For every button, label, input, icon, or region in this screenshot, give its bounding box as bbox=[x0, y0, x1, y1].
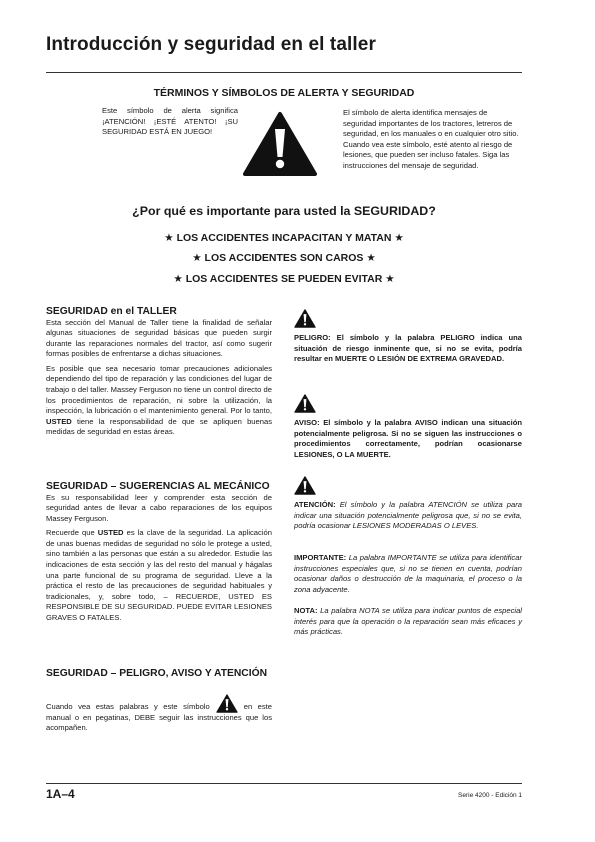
paragraph: Cuando vea estas palabras y este símbolo en este manual o en pegatinas, DEBE seguir las instrucciones que los acompañen. bbox=[46, 694, 272, 734]
paragraph: Es posible que sea necesario tomar precauciones adicionales dependiendo del tipo de reparación y las condiciones del lugar de trabajo o del taller. Massey Ferguson no tiene un control directo de los procedimientos de reparación, ni sobre la utilización, la inspección, la lubricación o el mantenimiento general. Por lo tanto, USTED tiene la responsabilidad de que se apliquen buenas medidas de seguridad en estas áreas. bbox=[46, 363, 272, 437]
caution-paragraph: ATENCIÓN: El símbolo y la palabra ATENCIÓN se utiliza para indicar una situación potencialmente peligrosa que, si no se evita, podría ocasionar LESIONES MODERADAS O LEVES. bbox=[294, 500, 522, 531]
warning-triangle-icon bbox=[294, 393, 316, 414]
important-paragraph: IMPORTANTE: La palabra IMPORTANTE se utiliza para identificar instrucciones especiales que, si no se tienen en cuenta, podrían ocasionar daños o destrucción de la maquinaria, el proceso o la zona adyacente. bbox=[294, 553, 522, 594]
series-edition: Serie 4200 - Edición 1 bbox=[458, 792, 522, 799]
section-title: SEGURIDAD – PELIGRO, AVISO Y ATENCIÓN bbox=[46, 668, 268, 679]
warning-triangle-icon bbox=[242, 111, 318, 177]
why-safety-heading: ¿Por qué es importante para usted la SEGURIDAD? bbox=[132, 204, 436, 218]
section-title: SEGURIDAD – SUGERENCIAS AL MECÁNICO bbox=[46, 481, 270, 492]
section-title: SEGURIDAD en el TALLER bbox=[46, 306, 177, 317]
title-rule bbox=[46, 72, 522, 73]
danger-paragraph: PELIGRO: El símbolo y la palabra PELIGRO indica una situación de riesgo inminente que, si no se evita, podría resultar en MUERTE O LESIÓN DE EXTREMA GRAVEDAD. bbox=[294, 333, 522, 364]
warning-triangle-icon bbox=[294, 308, 316, 329]
warning-triangle-icon bbox=[294, 475, 316, 496]
section-danger-warning bbox=[46, 668, 272, 734]
warning-paragraph: AVISO: El símbolo y la palabra AVISO indican una situación potencialmente peligrosa. Si no se siguen las instrucciones o procedimientos correctamente, podrían ocasionarse LESIONES, O LA MUERTE. bbox=[294, 418, 522, 459]
alert-left-text: Este símbolo de alerta significa ¡ATENCIÓN! ¡ESTÉ ATENTO! ¡SU SEGURIDAD ESTÁ EN JUEGO! bbox=[102, 106, 238, 137]
paragraph: Es su responsabilidad leer y comprender esta sección de seguridad antes de llevar a cabo reparaciones de los equipos Massey Ferguson. bbox=[46, 492, 272, 523]
section-mechanic-tips bbox=[46, 481, 272, 624]
paragraph: Recuerde que USTED es la clave de la seguridad. La aplicación de unas buenas medidas de seguridad no sólo le protege a usted, sino también a las personas que están a su alrededor. Estudie las indicaciones de esta sección y las del resto del manual y hágalas una parte funcional de su programa de seguridad. Lleve a la práctica el resto de las precauciones de seguridad habituales y tradicionales, y, sobre todo, – RECUERDE, USTED ES RESPONSIBLE DE SU SEGURIDAD. PUEDE EVITAR LESIONES GRAVES O FATALES. bbox=[46, 528, 272, 623]
footer-rule bbox=[46, 783, 522, 784]
page-number: 1A–4 bbox=[46, 787, 75, 801]
note-paragraph: NOTA: La palabra NOTA se utiliza para indicar puntos de especial interés para que la operación o la reparación sean más eficaces y más prácticas. bbox=[294, 606, 522, 637]
slogan-3: ★ LOS ACCIDENTES SE PUEDEN EVITAR ★ bbox=[173, 273, 395, 285]
slogan-1: ★ LOS ACCIDENTES INCAPACITAN Y MATAN ★ bbox=[164, 232, 404, 244]
terms-heading: TÉRMINOS Y SÍMBOLOS DE ALERTA Y SEGURIDAD bbox=[153, 87, 415, 99]
page-title: Introducción y seguridad en el taller bbox=[46, 34, 376, 55]
paragraph: Esta sección del Manual de Taller tiene la finalidad de señalar algunas situaciones de seguridad básicas que pueden surgir durante las reparaciones normales del tractor, así como sugerir formas posibles de enfrentarse a dichas situaciones. bbox=[46, 317, 272, 359]
slogan-2: ★ LOS ACCIDENTES SON CAROS ★ bbox=[192, 252, 376, 264]
alert-right-text: El símbolo de alerta identifica mensajes de seguridad importantes de los tractores, letreros de seguridad, en los manuales o en cualquier otro sitio. Cuando vea este símbolo, esté atento al riesgo de lesiones, que pueden ser incluso fatales. Siga las instrucciones del mensaje de seguridad. bbox=[343, 108, 519, 170]
warning-triangle-icon bbox=[216, 694, 238, 713]
section-shop-safety bbox=[46, 306, 272, 438]
